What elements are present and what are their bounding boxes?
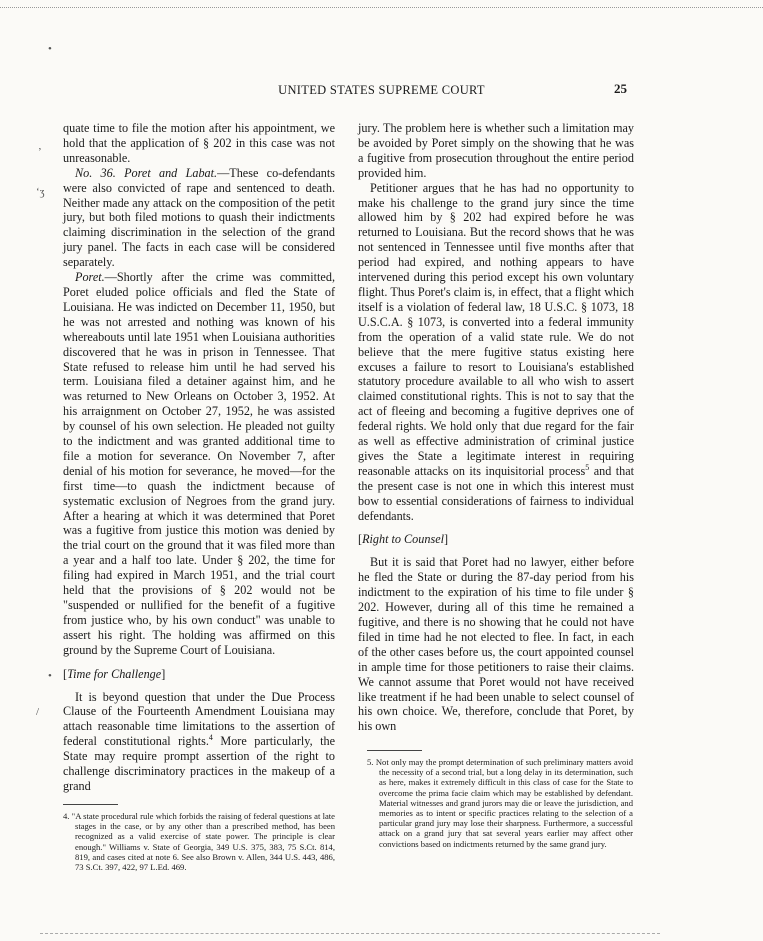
section-heading: [Time for Challenge] <box>63 666 166 681</box>
paragraph <box>63 166 335 270</box>
footnote-rule <box>63 804 118 805</box>
paragraph-text: —Shortly after the crime was committed, Poret eluded police officials and fled the State of Louisiana. He was indicted on December 11, 1950, but he was not arrested and nothing was known of his whereabouts until late 1951 when Louisiana authorities discovered that he was in prison in Tennessee. That State refused to release him until he had served his term. Louisiana filed a detainer against him, and he was returned to New Orleans on October 3, 1952. At his arraignment on October 27, 1952, he was assisted by counsel of his own selection. He pleaded not guilty to the indictment and was granted additional time to file a motion for severance. On November 7, after denial of his motion for severance, he moved—for the first time—to quash the indictment because of systematic exclusion of Negroes from the grand jury. After a hearing at which it was determined that Poret was a fugitive from justice this motion was denied by the trial court on the ground that it was filed more than a year and a half too late. Under § 202, the time for filing had expired in March 1951, and the trial court held that the provisions of § 202 would not be "suspended or nullified for the benefit of a fugitive from justice who, by his own conduct" was unable to assert his right. The holding was affirmed on this ground by the Supreme Court of Louisiana. <box>63 270 335 657</box>
margin-mark: / <box>36 706 40 718</box>
paragraph: But it is said that Poret had no lawyer, either before he fled the State or during the 87-day period from his indictment to the expiration of his time to file under § 202. However, during all of this time he remained a fugitive, and there is no showing that he could not have filed in time had he not elected to flee. In fact, in each of the other cases before us, the court appointed counsel in ample time for those petitioners to raise their claims. We cannot assume that Poret would not have received like treatment if he had been unable to select counsel of his own choice. We, therefore, conclude that Poret, by his own <box>358 555 634 734</box>
section-heading: [Right to Counsel] <box>358 532 449 547</box>
footnote: 4. "A state procedural rule which forbids the raising of federal questions at late stages in the case, or by any other than a prescribed method, has been recognized as a valid exercise of state power. The principle is clear enough." Williams v. State of Georgia, 349 U.S. 375, 383, 75 S.Ct. 814, 819, and cases cited at note 6. See also Brown v. Allen, 344 U.S. 443, 486, 73 S.Ct. 397, 422, 97 L.Ed. 469. <box>63 811 335 873</box>
footnote-rule <box>367 750 422 751</box>
paragraph: jury. The problem here is whether such a limitation may be avoided by Poret simply on the showing that he was a fugitive from prosecution throughout the entire period provided him. <box>358 121 634 180</box>
footnote-ref: 4 <box>208 733 213 743</box>
paragraph-text: —These co-defendants were also convicted of rape and sentenced to death. Neither made any attack on the composition of the petit jury, but both filed motions to quash their indictments claiming discrimination in the selection of the grand jury panel. The facts in each case will be considered separately. <box>63 165 336 270</box>
top-edge-rule <box>0 0 763 8</box>
case-heading: No. 36. Poret and Labat. <box>75 165 218 180</box>
running-header: UNITED STATES SUPREME COURT <box>278 83 485 97</box>
paragraph: quate time to file the motion after his appointment, we hold that the application of § 202 in this case was not unreasonable. <box>63 121 335 165</box>
right-column <box>358 121 634 734</box>
margin-mark: ’ <box>38 146 42 158</box>
party-heading: Poret. <box>75 270 105 285</box>
section-heading-text: Right to Counsel <box>362 532 444 547</box>
margin-mark: • <box>48 670 52 682</box>
paragraph <box>358 181 634 524</box>
bottom-edge-rule <box>40 933 660 934</box>
footnote: 5. Not only may the prompt determination of such preliminary matters avoid the necessity of a second trial, but a long delay in its determination, such as here, makes it extremely difficult in this class of case for the State to overcome the prima facie claim which may be established by defendant. Material witnesses and grand jurors may die or leave the jurisdiction, and memories as to intent or specific practices relating to the selection of a particular grand jury may lose their sharpness. Furthermore, a successful attack on a grand jury that sat several years earlier may affect other convictions based on indictments returned by the same grand jury. <box>367 757 633 849</box>
page-number: 25 <box>614 81 627 96</box>
section-heading-text: Time for Challenge <box>67 666 162 681</box>
margin-mark: • <box>48 43 52 55</box>
footnote-block <box>63 796 335 872</box>
paragraph-text: It is beyond question that under the Due Process Clause of the Fourteenth Amendment Louisiana may attach reasonable time limitations to the assertion of federal constitutional rights. <box>63 689 335 749</box>
footnote-ref: 5 <box>585 462 590 472</box>
left-column <box>63 121 335 794</box>
margin-mark: ‘ʒ <box>36 186 45 198</box>
paragraph <box>63 270 335 658</box>
paragraph-text: Petitioner argues that he has had no opportunity to make his challenge to the grand jury since the time allowed him by § 202 had expired before he was returned to Louisiana. But the record shows that he was not sentenced in Tennessee until five months after that period had expired, and nothing appears to have intervened during this period except his own voluntary flight. Thus Poret's claim is, in effect, that a flight which itself is a violation of federal law, 18 U.S.C. § 1073, 18 U.S.C.A. § 1073, is converted into a federal immunity from the operation of a valid state rule. We do not believe that the mere fugitive status existing here excuses a failure to resort to Louisiana's established statutory procedure available to all who wish to assert claimed constitutional rights. This is not to say that the act of fleeing and becoming a fugitive deprives one of federal rights. We hold only that due regard for the fair as well as effective administration of criminal justice gives the State a legitimate interest in requiring reasonable attacks on its inquisitorial process <box>358 180 634 478</box>
paragraph-text: More particularly, the State may require prompt assertion of the right to challenge discriminatory practices in the makeup of a grand <box>63 734 335 793</box>
footnote-block <box>367 742 633 849</box>
paragraph <box>63 690 335 794</box>
paragraph-text: and that the present case is not one in which this interest must bow to essential considerations of fairness to individual defendants. <box>358 463 634 523</box>
